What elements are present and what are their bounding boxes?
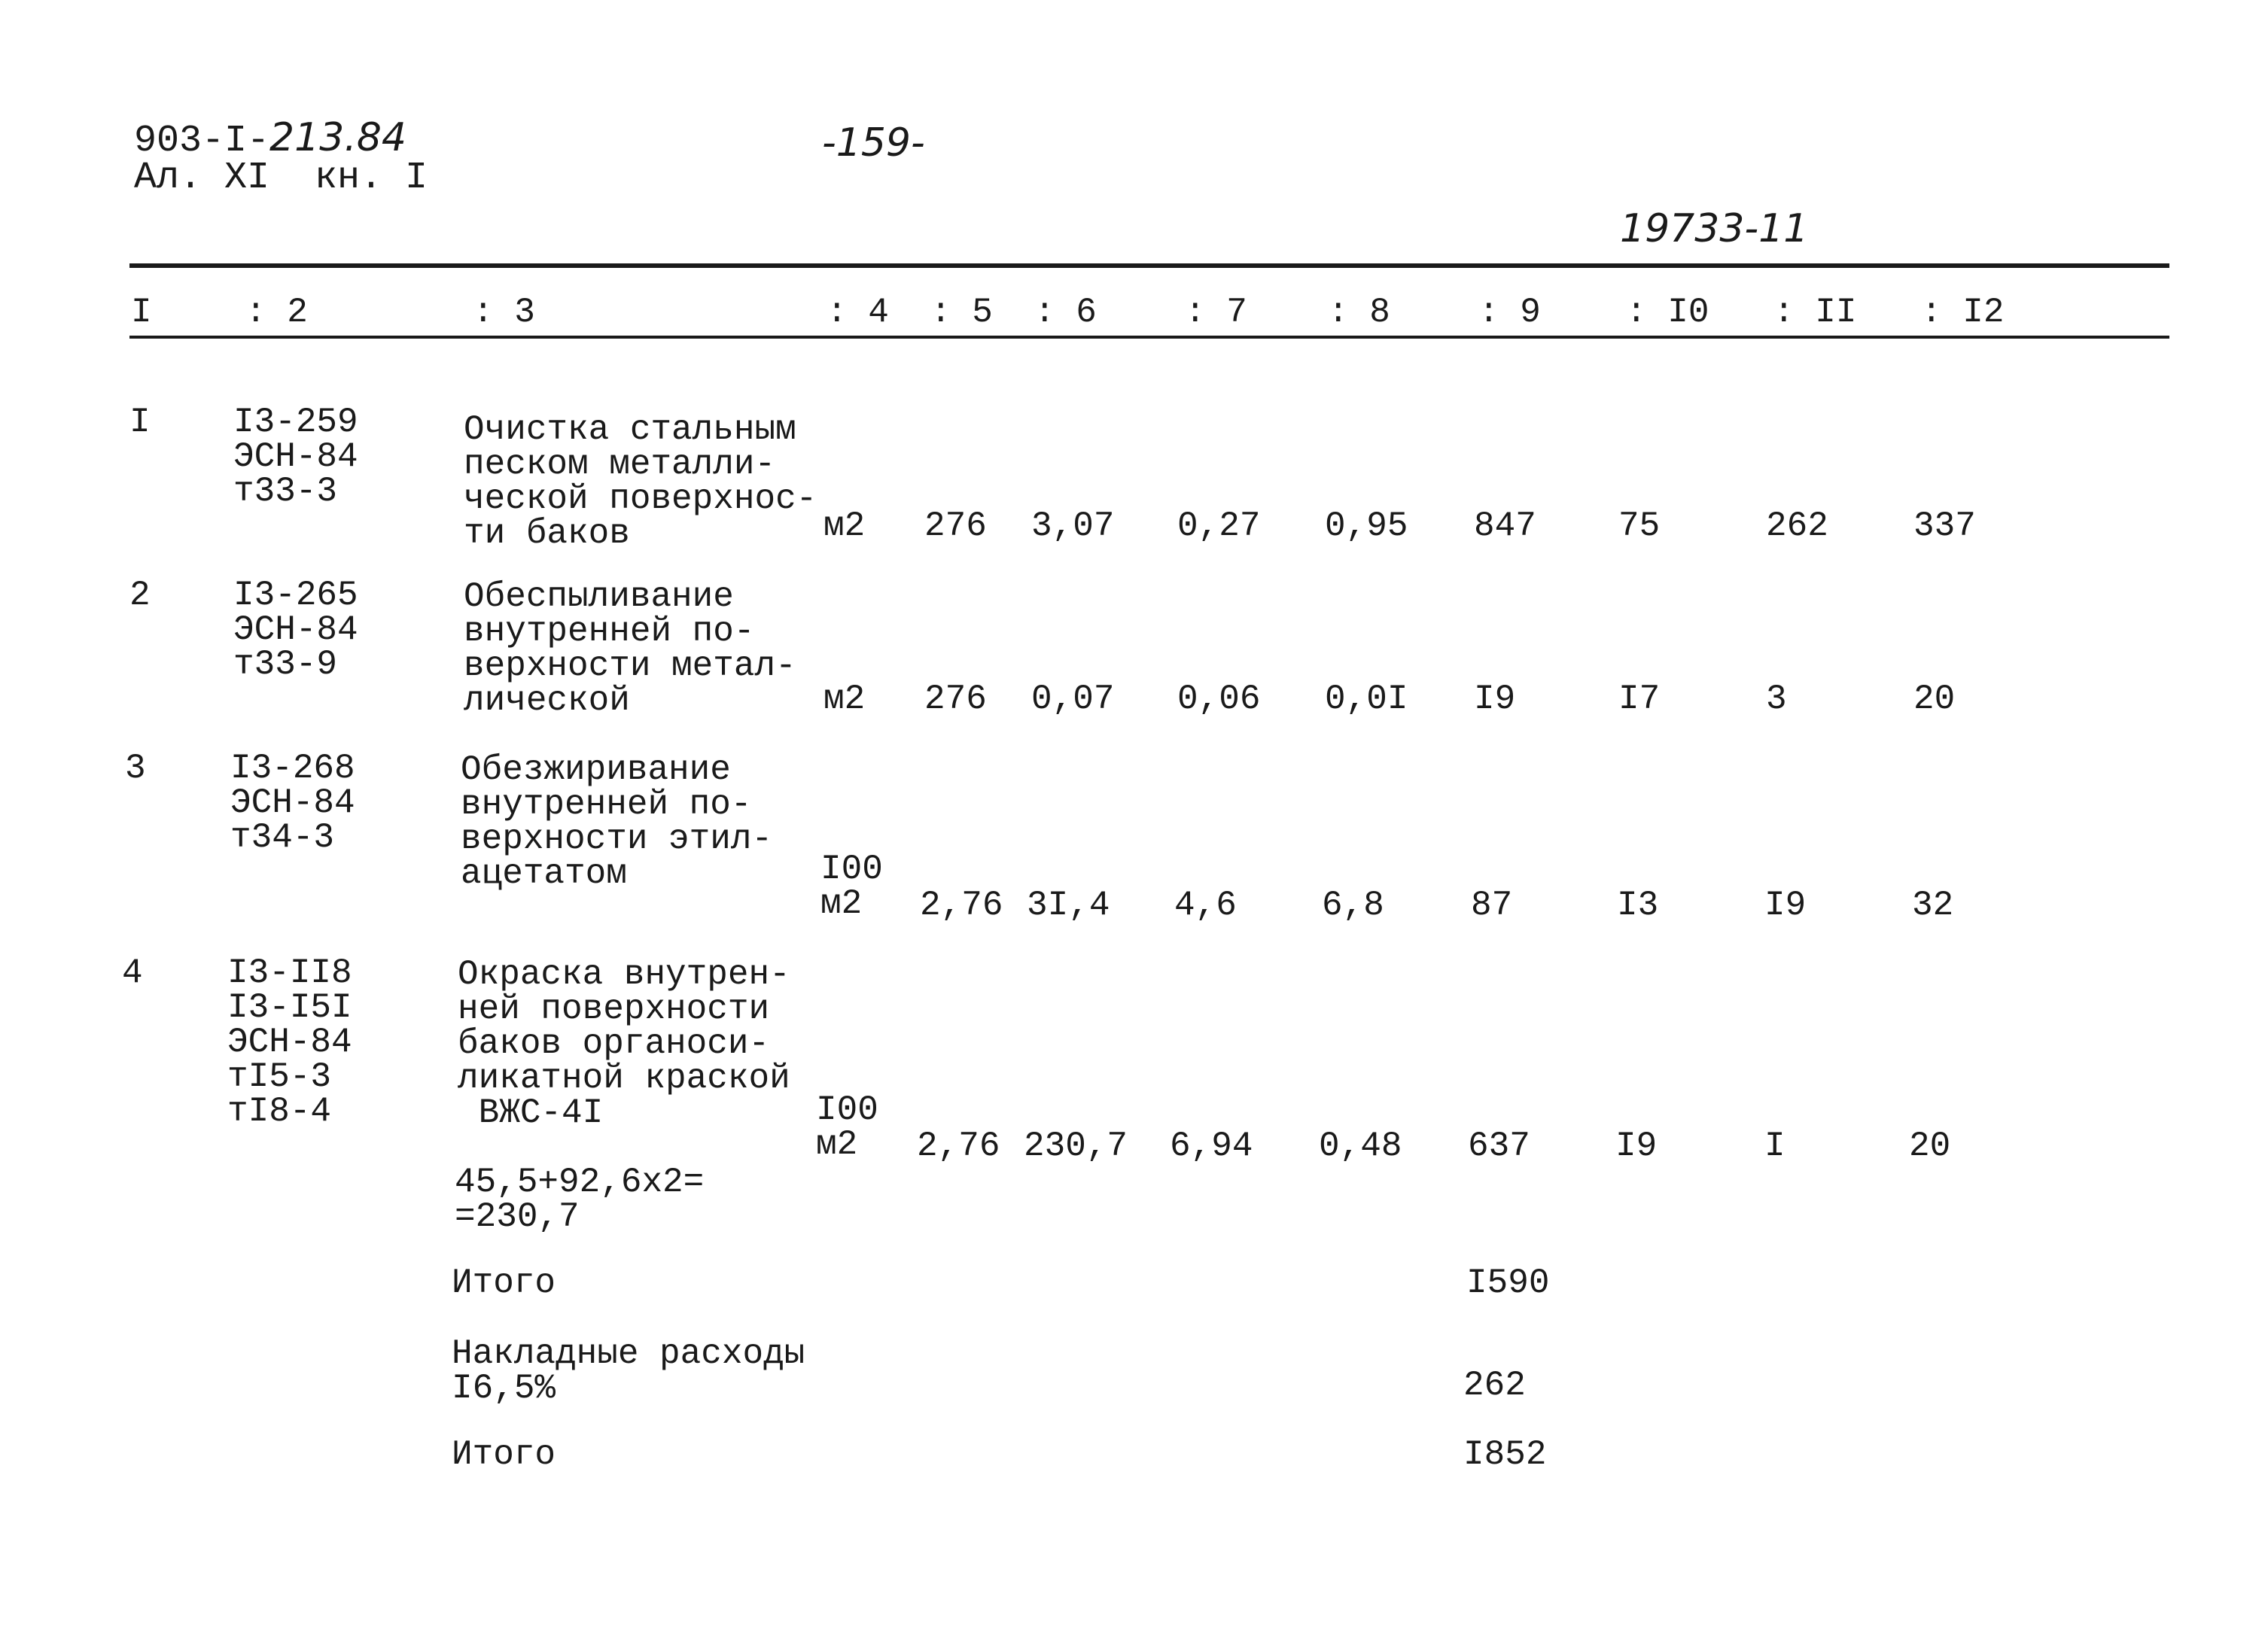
row-col-8: 0,95 [1325,506,1408,546]
row-col-9: 87 [1471,886,1513,925]
row-col-12: 32 [1912,886,1954,925]
column-header-12: : I2 [1921,293,2005,332]
row-col-7: 0,27 [1177,506,1261,546]
column-header-11: : II [1773,293,1857,332]
row-number: I [129,403,151,442]
row-unit: м2 [823,506,866,546]
row-col-5: 2,76 [917,1127,1000,1166]
row-unit: I00 м2 [820,850,883,923]
row-col-8: 0,0I [1325,680,1408,719]
row-col-5: 276 [924,680,987,719]
row-col-11: I [1764,1127,1785,1166]
column-header-10: : I0 [1626,293,1709,332]
row-codes: I3-259 ЭСН-84 т33-3 [233,403,358,511]
row-description: Обезжиривание внутренней по- верхности этил- ацетатом [461,750,773,893]
row-col-10: I3 [1617,886,1659,925]
row-description: Обеспыливание внутренней по- верхности метал- лической [464,577,796,720]
row-col-9: 847 [1474,506,1536,546]
column-header-4: : 4 [827,293,889,332]
row-col-9: I9 [1474,680,1516,719]
row-col-11: 262 [1766,506,1828,546]
row-codes: I3-265 ЭСН-84 т33-9 [233,576,358,684]
row-codes: I3-II8 I3-I5I ЭСН-84 тI5-3 тI8-4 [227,953,352,1131]
row-col-10: I9 [1615,1127,1658,1166]
row-col-6: 3,07 [1031,506,1115,546]
row-calculation: 45,5+92,6х2= =230,7 [455,1163,705,1236]
row-description: Очистка стальным песком металли- ческой поверхнос- ти баков [464,410,817,553]
document-code-handwritten: 213.84 [269,115,406,160]
column-header-5: : 5 [930,293,993,332]
document-code-prefix: 903-I- [134,120,270,163]
row-col-8: 6,8 [1322,886,1384,925]
column-header-3: : 3 [473,293,535,332]
row-number: 4 [122,953,143,993]
table-top-rule [129,263,2169,268]
overhead-label: Накладные расходы I6,5% [452,1334,805,1408]
column-header-2: : 2 [245,293,308,332]
row-col-12: 337 [1913,506,1976,546]
total-label: Итого [452,1263,556,1303]
total-value: I590 [1466,1263,1550,1303]
row-col-6: 230,7 [1024,1127,1128,1166]
document-code [134,115,406,163]
row-col-10: I7 [1618,680,1661,719]
album-book-line: Ал. XI кн. I [134,157,428,199]
row-col-6: 3I,4 [1027,886,1110,925]
column-header-8: : 8 [1328,293,1390,332]
row-number: 2 [129,576,151,615]
row-col-7: 4,6 [1174,886,1237,925]
row-unit: I00 м2 [816,1090,878,1164]
row-col-8: 0,48 [1319,1127,1402,1166]
row-col-11: 3 [1766,680,1787,719]
column-header-9: : 9 [1478,293,1541,332]
row-number: 3 [125,749,146,788]
column-header-1: I [131,293,152,332]
row-description: Окраска внутрен- ней поверхности баков органоси- ликатной краской ВЖС-4I [458,955,790,1133]
column-header-7: : 7 [1185,293,1247,332]
row-col-9: 637 [1468,1127,1530,1166]
grand-total-value: I852 [1463,1435,1547,1474]
row-unit: м2 [823,680,866,719]
row-col-12: 20 [1913,680,1956,719]
overhead-value: 262 [1463,1366,1526,1405]
row-col-5: 276 [924,506,987,546]
table-header-rule [129,336,2169,339]
page-number: -159- [822,120,925,166]
grand-total-label: Итого [452,1435,556,1474]
row-col-5: 2,76 [920,886,1003,925]
row-col-7: 0,06 [1177,680,1261,719]
row-col-10: 75 [1618,506,1661,546]
row-col-6: 0,07 [1031,680,1115,719]
archive-number: 19733-11 [1620,206,1809,251]
row-col-12: 20 [1909,1127,1951,1166]
row-col-7: 6,94 [1170,1127,1253,1166]
row-col-11: I9 [1764,886,1807,925]
column-header-6: : 6 [1034,293,1097,332]
row-codes: I3-268 ЭСН-84 т34-3 [230,749,355,857]
